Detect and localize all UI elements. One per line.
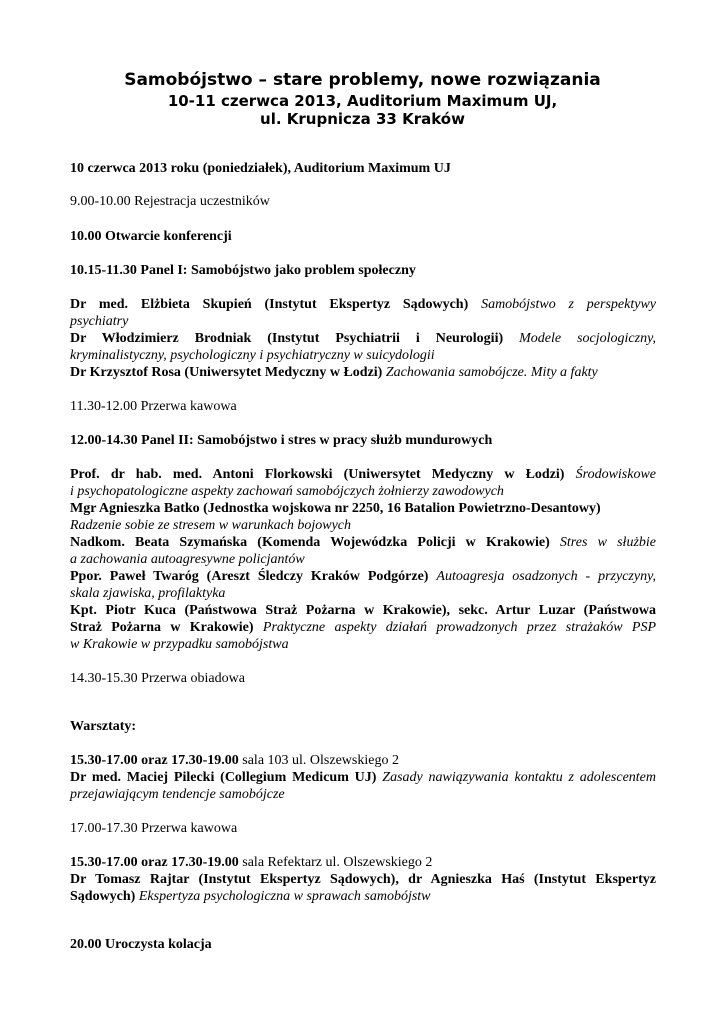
talk-title-cont: w Krakowie w przypadku samobójstwa: [70, 637, 289, 652]
panel1-heading: 10.15-11.30 Panel I: Samobójstwo jako problem społeczny: [70, 263, 416, 278]
workshop1-time-place: [70, 752, 656, 769]
panel2-heading: 12.00-14.30 Panel II: Samobójstwo i stres w pracy służb mundurowych: [70, 433, 493, 448]
talk-title: Środowiskowe: [575, 467, 657, 482]
talk-title: Ekspertyza psychologiczna w sprawach samobójstw: [138, 889, 431, 904]
talk-line: [70, 568, 656, 585]
talk-speaker: Kpt. Piotr Kuca (Państwowa Straż Pożarna w Krakowie), sekc. Artur Luzar (Państwowa: [70, 603, 656, 618]
talk-title: Autoagresja osadzonych - przyczyny,: [436, 569, 657, 584]
workshop2-time-place: [70, 854, 656, 871]
talk-line: [70, 619, 656, 636]
opening-item: 10.00 Otwarcie konferencji: [70, 229, 232, 244]
talk-title-cont: kryminalistyczny, psychologiczny i psychiatryczny w suicydologii: [70, 348, 435, 363]
talk-speaker: Sądowych): [70, 889, 136, 904]
talk-speaker: Mgr Agnieszka Batko (Jednostka wojskowa nr 2250, 16 Batalion Powietrzno-Desantowy): [70, 501, 601, 516]
talk-line: [70, 364, 656, 381]
talk-speaker: Straż Pożarna w Krakowie): [70, 620, 254, 635]
talk-speaker: Prof. dr hab. med. Antoni Florkowski (Uniwersytet Medyczny w Łodzi): [70, 467, 565, 482]
talk-title: Praktyczne aspekty działań prowadzonych przez strażaków PSP: [262, 620, 656, 635]
talk-title-cont: przejawiającym tendencje samobójcze: [70, 787, 285, 802]
talk-line: [70, 534, 656, 551]
dinner-item: 20.00 Uroczysta kolacja: [70, 937, 212, 952]
talk-speaker: Nadkom. Beata Szymańska (Komenda Wojewódzka Policji w Krakowie): [70, 535, 550, 550]
day-heading: 10 czerwca 2013 roku (poniedziałek), Auditorium Maximum UJ: [70, 161, 451, 176]
workshop-time: 15.30-17.00 oraz 17.30-19.00: [70, 753, 239, 768]
event-dates-venue: 10-11 czerwca 2013, Auditorium Maximum UJ,: [167, 92, 558, 110]
talk-title-cont: Radzenie sobie ze stresem w warunkach bojowych: [70, 518, 351, 533]
talk-line: [70, 769, 656, 786]
talk-title-cont: skala zjawiska, profilaktyka: [70, 586, 226, 601]
talk-title: Samobójstwo z perspektywy: [481, 297, 656, 312]
talk-title-cont: a zachowania autoagresywne policjantów: [70, 552, 305, 567]
workshop-time: 15.30-17.00 oraz 17.30-19.00: [70, 855, 239, 870]
document-title: Samobójstwo – stare problemy, nowe rozwiązania: [124, 70, 601, 90]
talk-speaker: Ppor. Paweł Twaróg (Areszt Śledczy Kraków Podgórze): [70, 569, 429, 584]
talk-title-cont: psychiatry: [70, 314, 129, 329]
talk-title: Modele socjologiczny,: [519, 331, 657, 346]
talk-speaker: Dr med. Elżbieta Skupień (Instytut Ekspertyz Sądowych): [70, 297, 469, 312]
event-address: ul. Krupnicza 33 Kraków: [260, 110, 465, 128]
lunch-break: 14.30-15.30 Przerwa obiadowa: [70, 671, 245, 686]
workshops-heading: Warsztaty:: [70, 719, 137, 734]
talk-title-cont: i psychopatologiczne aspekty zachowań samobójczych żołnierzy zawodowych: [70, 484, 504, 499]
workshop-place: sala Refektarz ul. Olszewskiego 2: [238, 855, 433, 870]
talk-title: Zachowania samobójcze. Mity a fakty: [385, 365, 598, 380]
workshop-place: sala 103 ul. Olszewskiego 2: [238, 753, 399, 768]
talk-title: Zasady nawiązywania kontaktu z adolescentem: [382, 770, 656, 785]
talk-line: [70, 466, 656, 483]
talk-line: [70, 296, 656, 313]
talk-speaker: Dr Krzysztof Rosa (Uniwersytet Medyczny w Łodzi): [70, 365, 383, 380]
talk-line: [70, 330, 656, 347]
talk-speaker: Dr Tomasz Rajtar (Instytut Ekspertyz Sądowych), dr Agnieszka Haś (Instytut Ekspertyz: [70, 872, 656, 887]
talk-speaker: Dr Włodzimierz Brodniak (Instytut Psychiatrii i Neurologii): [70, 331, 504, 346]
registration-item: 9.00-10.00 Rejestracja uczestników: [70, 194, 270, 209]
coffee-break: 17.00-17.30 Przerwa kawowa: [70, 821, 238, 836]
coffee-break: 11.30-12.00 Przerwa kawowa: [70, 399, 237, 414]
talk-line: [70, 888, 656, 905]
talk-title: Stres w służbie: [559, 535, 656, 550]
talk-speaker: Dr med. Maciej Pilecki (Collegium Medicum UJ): [70, 770, 377, 785]
